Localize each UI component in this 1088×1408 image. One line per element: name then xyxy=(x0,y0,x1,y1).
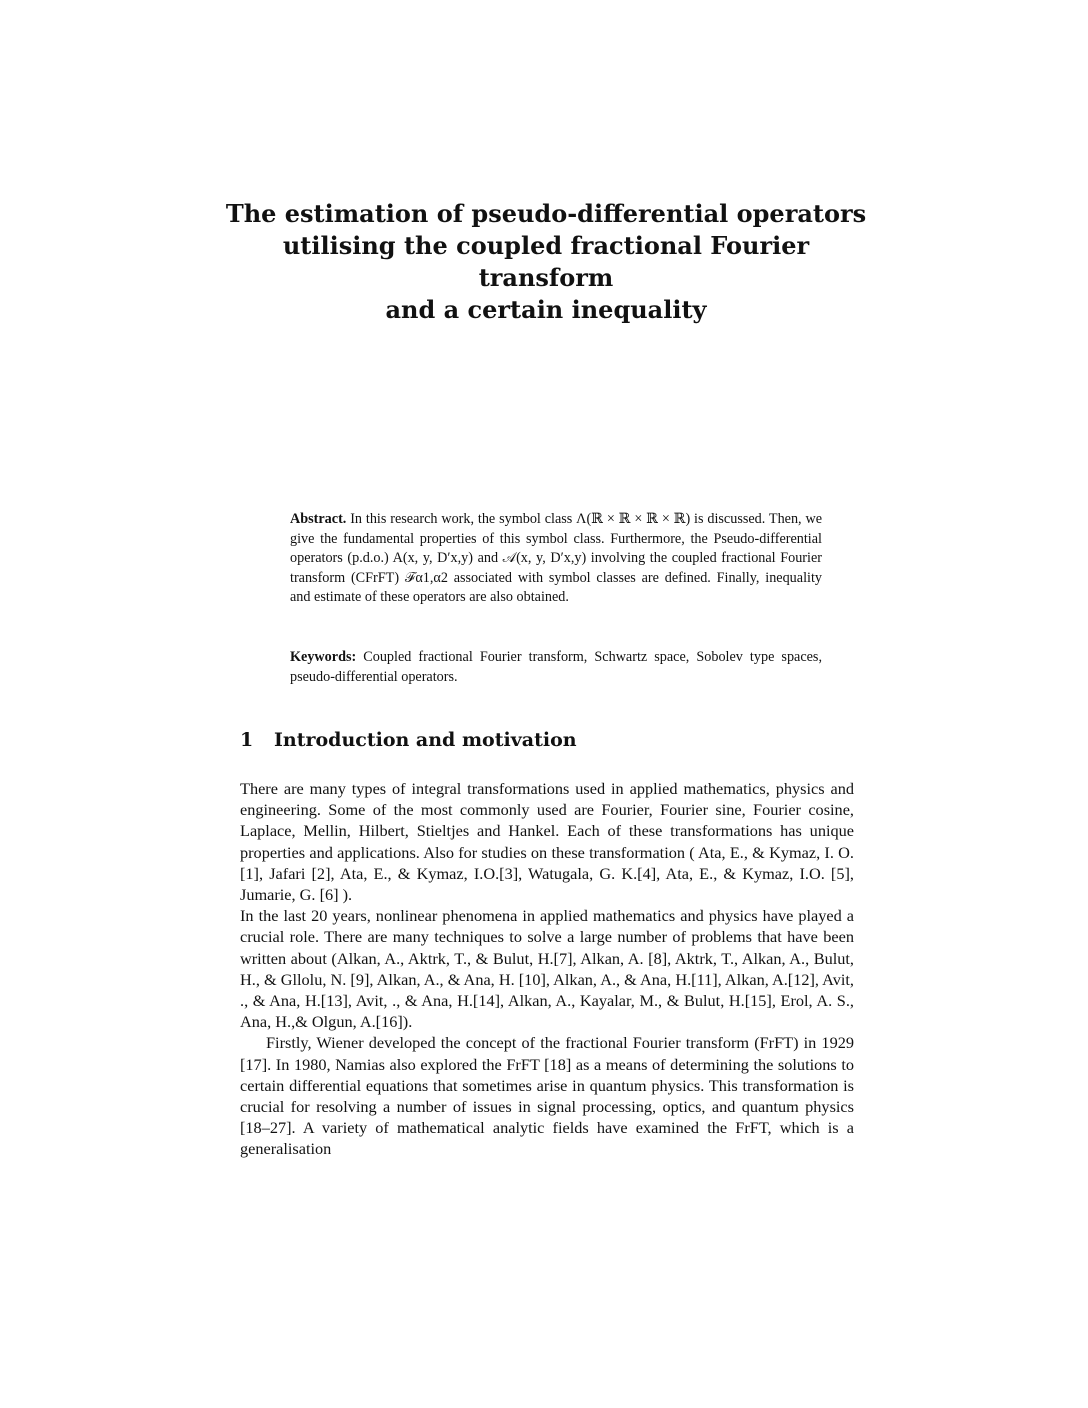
title-line: The estimation of pseudo-differential operators xyxy=(225,199,867,228)
paper-title xyxy=(220,198,872,326)
title-line: utilising the coupled fractional Fourier transform xyxy=(282,231,810,292)
section-title: Introduction and motivation xyxy=(274,729,577,751)
body-text xyxy=(240,778,854,1160)
keywords xyxy=(290,648,822,687)
keywords-label: Keywords: xyxy=(290,649,357,665)
paragraph: There are many types of integral transformations used in applied mathematics, physics and engineering. Some of the most commonly used are Fourier, Fourier sine, Fourier cosine, Laplace, Mellin, Hilbert, Stieltjes and Hankel. Each of these transformations has unique properties and applications. Also for studies on these transformation ( Ata, E., & Kymaz, I. O.[1], Jafari [2], Ata, E., & Kymaz, I.O.[3], Watugala, G. K.[4], Ata, E., & Kymaz, I.O. [5], Jumarie, G. [6] ). xyxy=(240,779,854,905)
paragraph: In the last 20 years, nonlinear phenomena in applied mathematics and physics have played a crucial role. There are many techniques to solve a large number of problems that have been written about (Alkan, A., Aktrk, T., & Bulut, H.[7], Alkan, A. [8], Aktrk, T., Alkan, A., Bulut, H., & Gllolu, N. [9], Alkan, A., & Ana, H. [10], Alkan, A., & Ana, H.[11], Alkan, A.[12], Avit, ., & Ana, H.[13], Avit, ., & Ana, H.[14], Alkan, A., Kayalar, M., & Bulut, H.[15], Erol, A. S., Ana, H.,& Olgun, A.[16]). xyxy=(240,906,854,1032)
paragraph: Firstly, Wiener developed the concept of the fractional Fourier transform (FrFT) in 1929 [17]. In 1980, Namias also explored the FrFT [18] as a means of determining the solutions to certain differential equations that sometimes arise in quantum physics. This transformation is crucial for resolving a number of issues in signal processing, optics, and quantum physics [18–27]. A variety of mathematical analytic fields have examined the FrFT, which is a generalisation xyxy=(240,1033,854,1159)
abstract-text: In this research work, the symbol class Λ(ℝ × ℝ × ℝ × ℝ) is discussed. Then, we give the fundamental properties of this symbol class. Furthermore, the Pseudo-differential operators (p.d.o.) A(x, y, D′x,y) and 𝒜(x, y, D′x,y) involving the coupled fractional Fourier transform (CFrFT) ℱα1,α2 associated with symbol classes are defined. Finally, inequality and estimate of these operators are also obtained. xyxy=(290,511,822,606)
section-heading xyxy=(240,728,577,752)
abstract xyxy=(290,510,822,608)
section-number: 1 xyxy=(240,729,254,751)
abstract-label: Abstract. xyxy=(290,511,347,527)
keywords-text: Coupled fractional Fourier transform, Schwartz space, Sobolev type spaces, pseudo-differential operators. xyxy=(290,649,822,685)
title-line: and a certain inequality xyxy=(385,295,707,324)
